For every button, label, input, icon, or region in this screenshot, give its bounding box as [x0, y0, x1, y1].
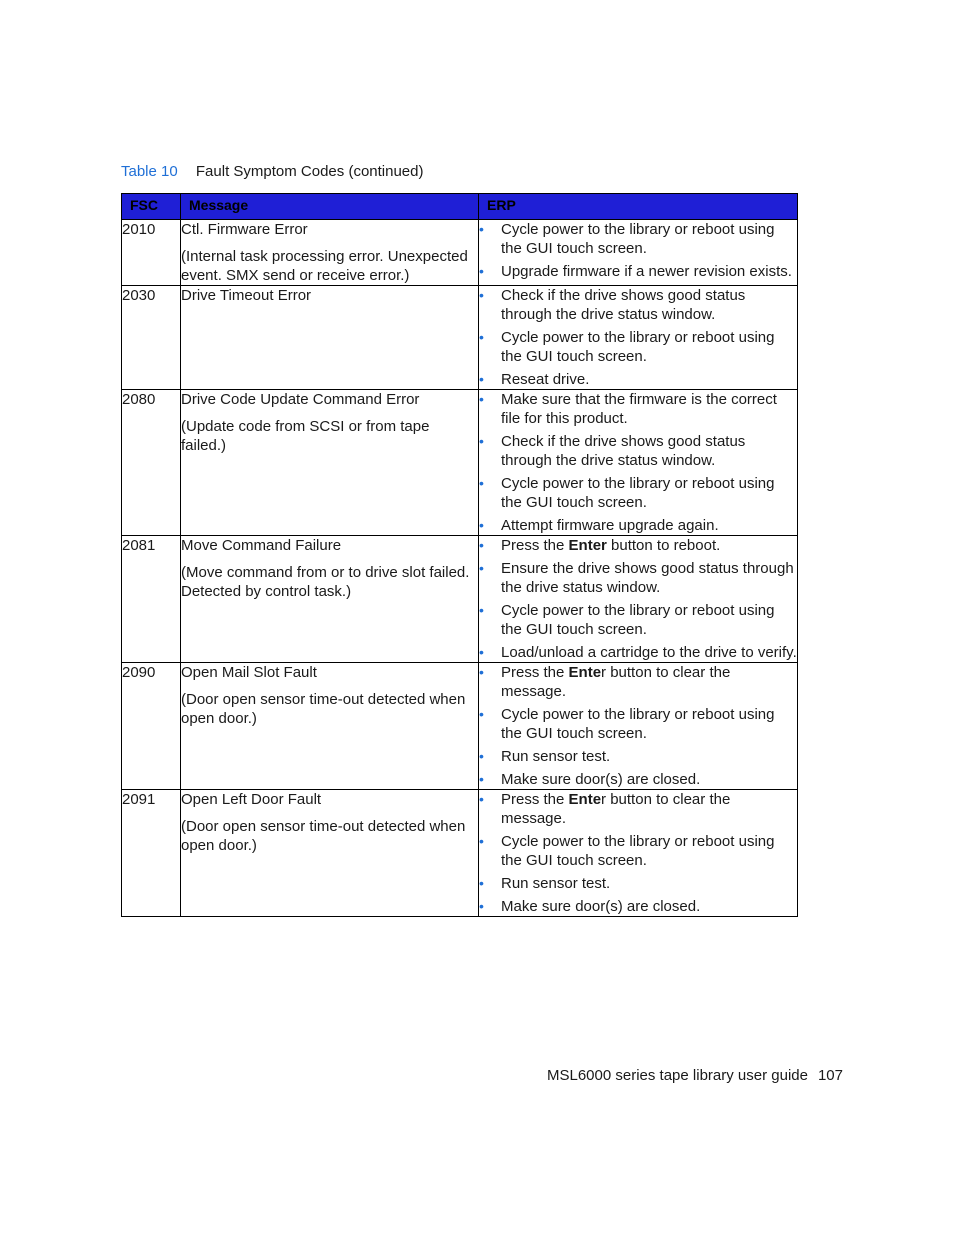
fsc-code: 2080	[122, 390, 181, 536]
fsc-code: 2091	[122, 790, 181, 917]
bullet-icon: •	[479, 517, 484, 533]
erp-item	[479, 328, 797, 366]
erp-item	[479, 601, 797, 639]
bullet-icon: •	[479, 263, 484, 279]
bullet-icon: •	[479, 664, 484, 680]
bullet-icon: •	[479, 706, 484, 722]
header-fsc: FSC	[122, 194, 181, 220]
header-message: Message	[181, 194, 479, 220]
fsc-code: 2081	[122, 536, 181, 663]
erp-item	[479, 536, 797, 555]
table-body	[122, 220, 798, 917]
table-row	[122, 536, 798, 663]
fsc-code: 2030	[122, 286, 181, 390]
bullet-icon: •	[479, 898, 484, 914]
message-title: Drive Timeout Error	[181, 287, 312, 304]
erp-list	[479, 790, 797, 916]
bullet-icon: •	[479, 475, 484, 491]
erp-text: Press the	[501, 664, 569, 681]
erp-text: r button to clear the message.	[501, 791, 731, 827]
erp-text: Make sure door(s) are closed.	[501, 771, 701, 788]
erp-button-name: Enter	[568, 537, 607, 554]
erp-text: Make sure door(s) are closed.	[501, 898, 701, 915]
message-title: Open Mail Slot Fault	[181, 664, 317, 681]
erp-cell	[479, 536, 798, 663]
bullet-icon: •	[479, 644, 484, 660]
message-cell	[181, 790, 479, 917]
erp-cell	[479, 790, 798, 917]
erp-button-name: Ente	[568, 664, 602, 681]
message-detail: (Update code from SCSI or from tape failed.)	[181, 418, 430, 454]
table-row	[122, 790, 798, 917]
erp-list	[479, 663, 797, 789]
table-row	[122, 220, 798, 286]
erp-item	[479, 559, 797, 597]
bullet-icon: •	[479, 433, 484, 449]
bullet-icon: •	[479, 771, 484, 787]
erp-text: Cycle power to the library or reboot using the GUI touch screen.	[501, 706, 775, 742]
message-title: Move Command Failure	[181, 537, 342, 554]
bullet-icon: •	[479, 221, 484, 237]
erp-item	[479, 262, 797, 281]
erp-item	[479, 286, 797, 324]
erp-text: button to reboot.	[606, 537, 721, 554]
erp-text: Cycle power to the library or reboot using the GUI touch screen.	[501, 602, 775, 638]
erp-item	[479, 370, 797, 389]
erp-text: Cycle power to the library or reboot using the GUI touch screen.	[501, 475, 775, 511]
message-cell	[181, 286, 479, 390]
erp-item	[479, 897, 797, 916]
page-number: 107	[817, 1067, 843, 1084]
erp-item	[479, 874, 797, 893]
bullet-icon: •	[479, 748, 484, 764]
fsc-code: 2010	[122, 220, 181, 286]
message-title: Drive Code Update Command Error	[181, 391, 420, 408]
erp-item	[479, 663, 797, 701]
erp-text: Check if the drive shows good status through the drive status window.	[501, 433, 746, 469]
erp-text: Run sensor test.	[501, 748, 611, 765]
erp-text: Upgrade firmware if a newer revision exists.	[501, 263, 792, 280]
table-caption-title: Fault Symptom Codes (continued)	[195, 163, 424, 180]
erp-item	[479, 220, 797, 258]
erp-button-name: Ente	[568, 791, 602, 808]
erp-cell	[479, 220, 798, 286]
message-cell	[181, 390, 479, 536]
erp-text: Cycle power to the library or reboot using the GUI touch screen.	[501, 833, 775, 869]
erp-cell	[479, 390, 798, 536]
erp-item	[479, 705, 797, 743]
message-detail: (Internal task processing error. Unexpected event. SMX send or receive error.)	[181, 248, 468, 284]
erp-item	[479, 516, 797, 535]
bullet-icon: •	[479, 560, 484, 576]
erp-text: Make sure that the firmware is the correct file for this product.	[501, 391, 777, 427]
erp-list	[479, 286, 797, 389]
message-title: Ctl. Firmware Error	[181, 221, 308, 238]
bullet-icon: •	[479, 833, 484, 849]
erp-text: Load/unload a cartridge to the drive to verify.	[501, 644, 797, 661]
erp-item	[479, 790, 797, 828]
erp-text: Press the	[501, 791, 569, 808]
erp-text: Cycle power to the library or reboot using the GUI touch screen.	[501, 221, 775, 257]
message-detail: (Move command from or to drive slot failed. Detected by control task.)	[181, 564, 470, 600]
erp-text: Cycle power to the library or reboot using the GUI touch screen.	[501, 329, 775, 365]
table-row	[122, 390, 798, 536]
erp-item	[479, 390, 797, 428]
erp-text: Run sensor test.	[501, 875, 611, 892]
erp-list	[479, 220, 797, 281]
header-erp: ERP	[479, 194, 798, 220]
erp-list	[479, 390, 797, 535]
erp-text: Check if the drive shows good status through the drive status window.	[501, 287, 746, 323]
bullet-icon: •	[479, 875, 484, 891]
erp-item	[479, 474, 797, 512]
erp-cell	[479, 663, 798, 790]
erp-text: r button to clear the message.	[501, 664, 731, 700]
bullet-icon: •	[479, 287, 484, 303]
message-detail: (Door open sensor time-out detected when open door.)	[181, 691, 466, 727]
bullet-icon: •	[479, 391, 484, 407]
table-header	[122, 194, 798, 220]
fsc-code: 2090	[122, 663, 181, 790]
table-caption-label: Table 10	[121, 163, 178, 180]
erp-text: Reseat drive.	[501, 371, 590, 388]
erp-text: Ensure the drive shows good status through the drive status window.	[501, 560, 794, 596]
erp-item	[479, 432, 797, 470]
bullet-icon: •	[479, 371, 484, 387]
message-cell	[181, 663, 479, 790]
erp-item	[479, 747, 797, 766]
erp-list	[479, 536, 797, 662]
table-row	[122, 663, 798, 790]
footer-guide-title: MSL6000 series tape library user guide	[546, 1067, 808, 1084]
fault-symptom-codes-table	[121, 193, 798, 917]
erp-cell	[479, 286, 798, 390]
message-cell	[181, 220, 479, 286]
erp-item	[479, 770, 797, 789]
erp-item	[479, 643, 797, 662]
bullet-icon: •	[479, 537, 484, 553]
page-footer	[547, 1066, 843, 1086]
erp-text: Attempt firmware upgrade again.	[501, 517, 719, 534]
message-detail: (Door open sensor time-out detected when open door.)	[181, 818, 466, 854]
message-cell	[181, 536, 479, 663]
bullet-icon: •	[479, 602, 484, 618]
table-header-row	[122, 194, 798, 220]
erp-item	[479, 832, 797, 870]
bullet-icon: •	[479, 791, 484, 807]
erp-text: Press the	[501, 537, 569, 554]
table-caption	[121, 163, 424, 181]
message-title: Open Left Door Fault	[181, 791, 322, 808]
bullet-icon: •	[479, 329, 484, 345]
table-row	[122, 286, 798, 390]
